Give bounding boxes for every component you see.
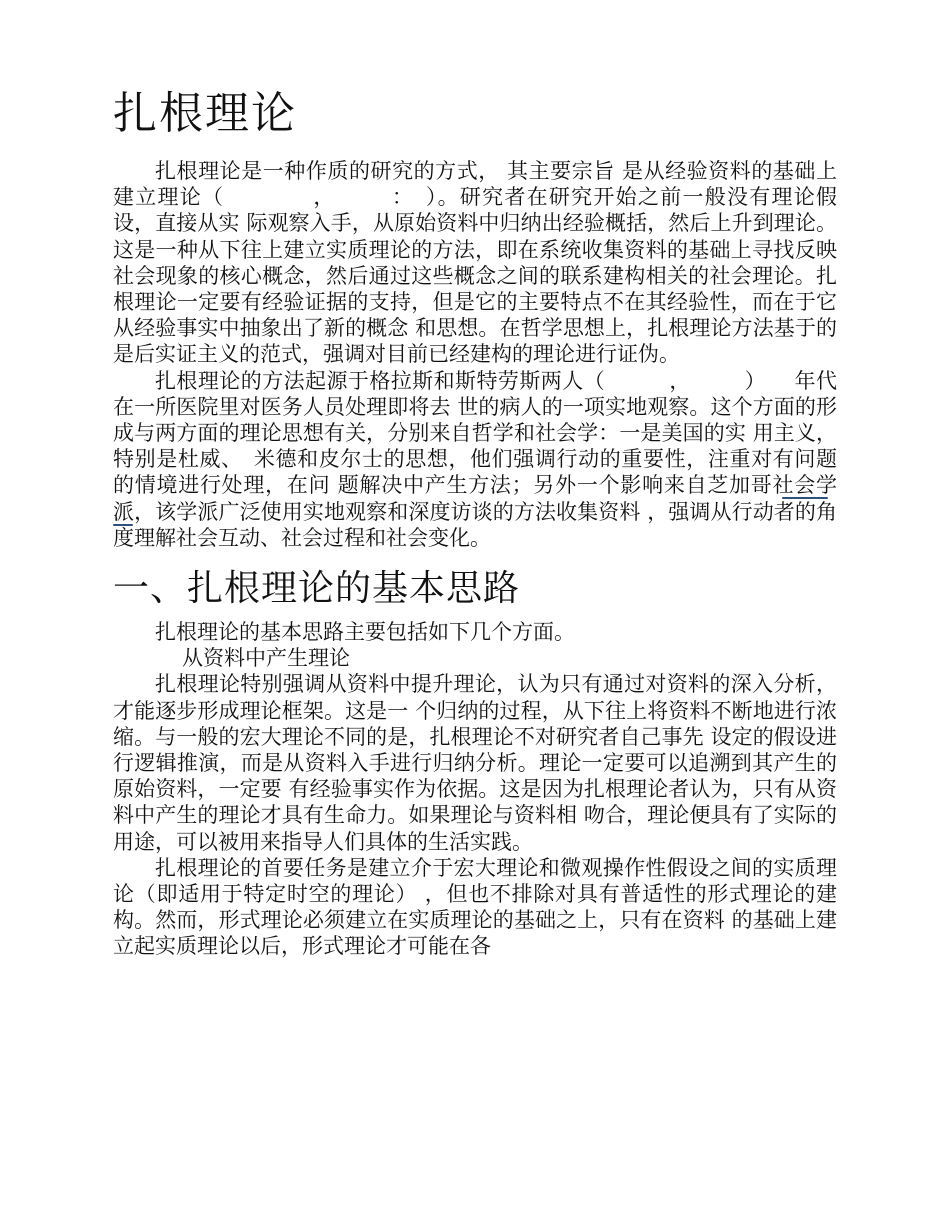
document-page (113, 88, 837, 960)
spellcheck-underline (113, 524, 133, 526)
section-intro: 扎根理论的基本思路主要包括如下几个方面。 (155, 620, 575, 645)
section-heading: 一、扎根理论的基本思路 (113, 568, 521, 610)
document-title: 扎根理论 (113, 88, 297, 139)
subheading: 从资料中产生理论 (182, 646, 350, 671)
intro-paragraph-2: 扎根理论的方法起源于格拉斯和斯特劳斯两人（ ， ） 年代在一所医院里对医务人员处理即将去 世的病人的一项实地观察。这个方面的形成与两方面的理论思想有关，分别来自哲学和社会学：一是美国的实 用主义，特别是杜威、 米德和皮尔士的思想，他们强调行动的重要性，注重对有问题的情境进行处理，在问 题解决中产生方法；另外一个影响来自芝加哥社会学派，该学派广泛使用实地观察和深度访谈的方法收集资料 ，强调从行动者的角度理解社会互动、社会过程和社会变化。 (113, 368, 837, 550)
spellcheck-underline (782, 497, 828, 499)
section-paragraph-1: 扎根理论特别强调从资料中提升理论，认为只有通过对资料的深入分析，才能逐步形成理论框架。这是一 个归纳的过程，从下往上将资料不断地进行浓缩。与一般的宏大理论不同的是，扎根理论不对研究者自己事先 设定的假设进行逻辑推演，而是从资料入手进行归纳分析。理论一定要可以追溯到其产生的原始资料，一定要 有经验事实作为依据。这是因为扎根理论者认为，只有从资料中产生的理论才具有生命力。如果理论与资料相 吻合，理论便具有了实际的用途，可以被用来指导人们具体的生活实践。 (113, 672, 837, 854)
section-paragraph-2: 扎根理论的首要任务是建立介于宏大理论和微观操作性假设之间的实质理论（即适用于特定时空的理论） ，但也不排除对具有普适性的形式理论的建构。然而，形式理论必须建立在实质理论的基础之上，只有在资料 的基础上建立起实质理论以后，形式理论才可能在各 (113, 855, 837, 959)
intro-paragraph-1: 扎根理论是一种作质的研究的方式， 其主要宗旨 是从经验资料的基础上建立理论（ ， ： ）。研究者在研究开始之前一般没有理论假设，直接从实 际观察入手，从原始资料中归纳出经验概括，然后上升到理论。这是一种从下往上建立实质理论的方法，即在系统收集资料的基础上寻找反映社会现象的核心概念，然后通过这些概念之间的联系建构相关的社会理论。扎 根理论一定要有经验证据的支持，但是它的主要特点不在其经验性，而在于它从经验事实中抽象出了新的概念 和思想。在哲学思想上，扎根理论方法基于的是后实证主义的范式，强调对目前已经建构的理论进行证伪。 (113, 159, 837, 367)
